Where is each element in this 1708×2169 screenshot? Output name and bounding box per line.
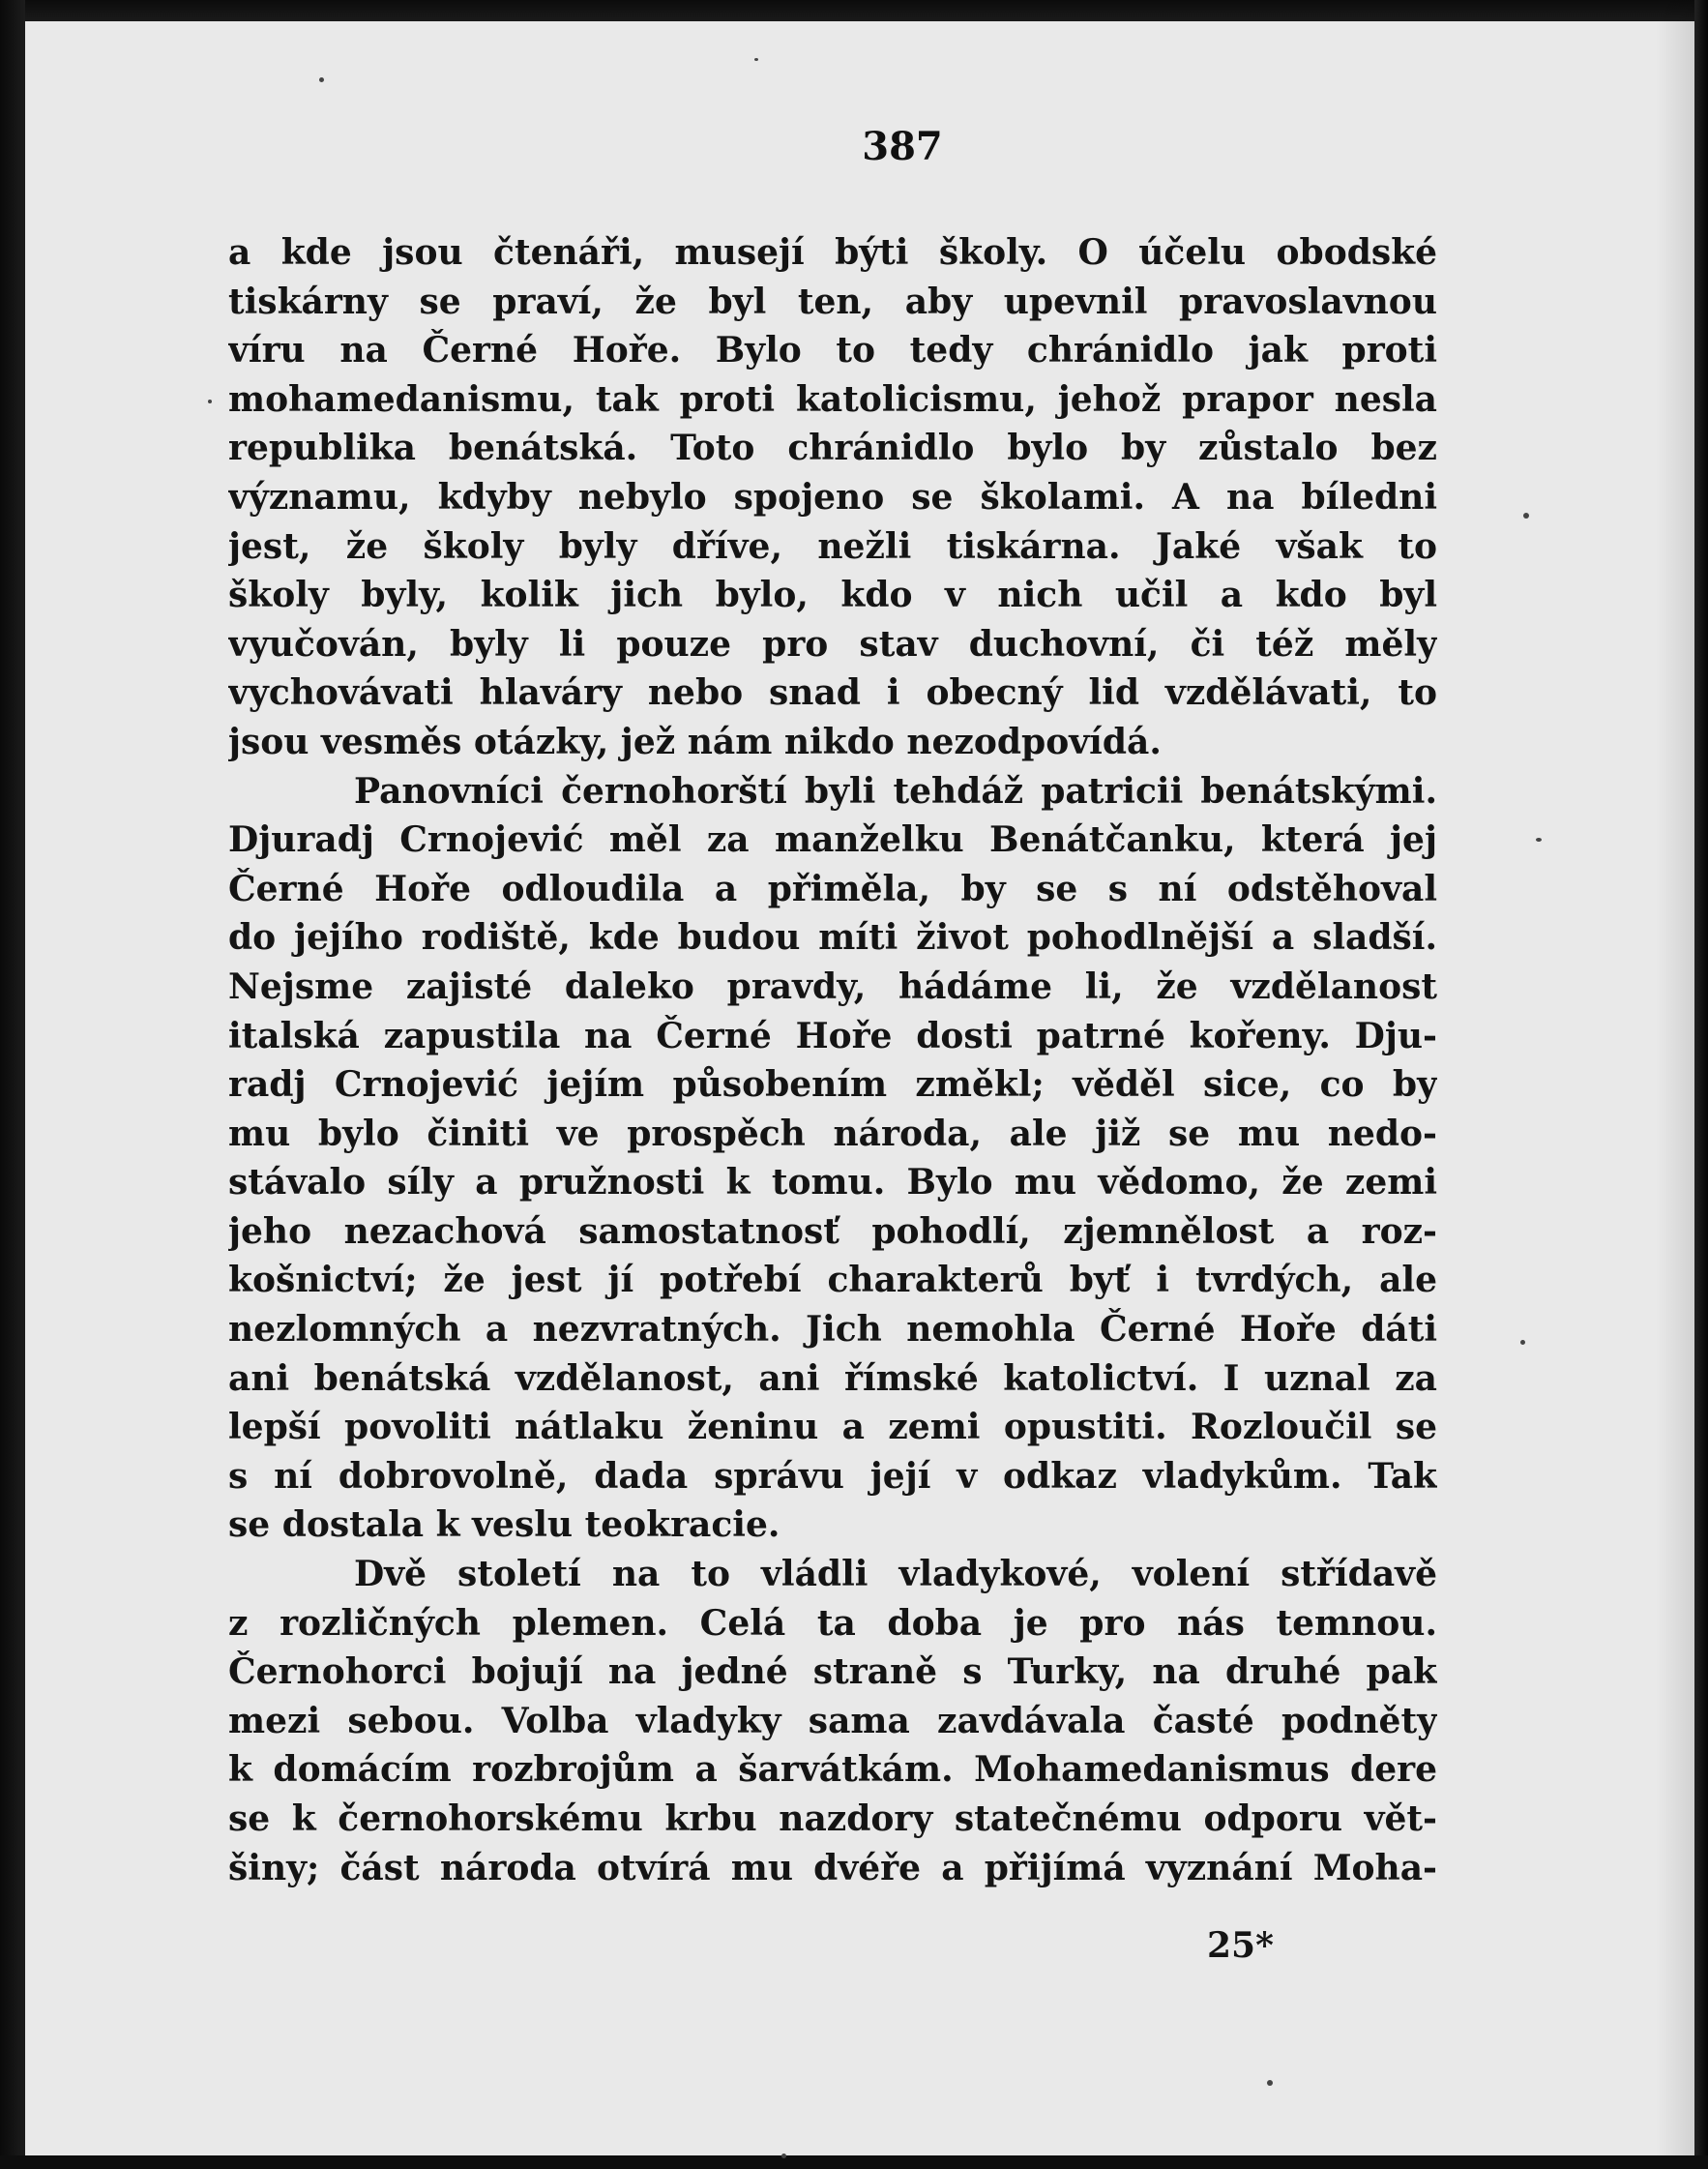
- paragraph-start-line: Dvě století na to vládli vladykové, volení střídavě: [354, 1554, 1437, 1595]
- text-line: italská zapustila na Černé Hoře dosti patrné kořeny. Dju-: [228, 1015, 1437, 1056]
- text-line: jeho nezachová samostatnosť pohodlí, zjemnělost a roz-: [228, 1210, 1437, 1252]
- text-line: s ní dobrovolně, dada správu její v odkaz vladykům. Tak: [228, 1455, 1437, 1497]
- dust-speck: [1536, 838, 1542, 842]
- text-line: tiskárny se praví, že byl ten, aby upevnil pravoslavnou: [228, 281, 1437, 322]
- text-line: Nejsme zajisté daleko pravdy, hádáme li, že vzdělanost: [228, 966, 1437, 1007]
- scan-border-right: [1694, 0, 1708, 2169]
- dust-speck: [208, 400, 212, 403]
- scan-border-bottom: [0, 2155, 1708, 2169]
- page-gutter-shadow: [1656, 0, 1694, 2169]
- text-line: k domácím rozbrojům a šarvátkám. Mohamedanismus dere: [228, 1749, 1437, 1791]
- text-line: mohamedanismu, tak proti katolicismu, jehož prapor nesla: [228, 378, 1437, 420]
- printer-signature-mark: 25*: [1207, 1925, 1274, 1966]
- dust-speck: [1523, 513, 1529, 519]
- text-line: radj Crnojević jejím působením změkl; věděl sice, co by: [228, 1064, 1437, 1106]
- text-line: jest, že školy byly dříve, nežli tiskárna. Jaké však to: [228, 525, 1437, 567]
- text-line: republika benátská. Toto chránidlo bylo by zůstalo bez: [228, 428, 1437, 469]
- text-line: mu bylo činiti ve prospěch národa, ale již se mu nedo-: [228, 1113, 1437, 1154]
- dust-speck: [1267, 2080, 1273, 2086]
- text-line: Černé Hoře odloudila a přiměla, by se s ní odstěhoval: [228, 868, 1437, 909]
- dust-speck: [319, 77, 324, 82]
- dust-speck: [1520, 1340, 1525, 1345]
- text-line: košnictví; že jest jí potřebí charakterů byť i tvrdých, ale: [228, 1260, 1437, 1301]
- page-number: 387: [862, 124, 943, 169]
- text-line: šiny; část národa otvírá mu dvéře a přijímá vyznání Moha-: [228, 1847, 1437, 1888]
- scan-border-left: [0, 0, 25, 2169]
- text-line: stávalo síly a pružnosti k tomu. Bylo mu vědomo, že zemi: [228, 1162, 1437, 1203]
- text-line: nezlomných a nezvratných. Jich nemohla Černé Hoře dáti: [228, 1309, 1437, 1351]
- paragraph-start-line: Panovníci černohorští byli tehdáž patricii benátskými.: [354, 770, 1437, 812]
- text-line: mezi sebou. Volba vladyky sama zavdávala časté podněty: [228, 1700, 1437, 1741]
- text-line: Černohorci bojují na jedné straně s Turky, na druhé pak: [228, 1651, 1437, 1693]
- dust-speck: [754, 58, 758, 61]
- text-line: vychovávati hlaváry nebo snad i obecný lid vzdělávati, to: [228, 672, 1437, 714]
- paragraph-end-line: se dostala k veslu teokracie.: [228, 1504, 780, 1546]
- text-line: z rozličných plemen. Celá ta doba je pro nás temnou.: [228, 1602, 1437, 1644]
- scan-border-top: [0, 0, 1708, 21]
- text-line: školy byly, kolik jich bylo, kdo v nich učil a kdo byl: [228, 575, 1437, 616]
- text-line: se k černohorskému krbu nazdory statečnému odporu vět-: [228, 1798, 1437, 1839]
- text-line: do jejího rodiště, kde budou míti život pohodlnější a sladší.: [228, 917, 1437, 959]
- text-line: ani benátská vzdělanost, ani římské katolictví. I uznal za: [228, 1357, 1437, 1399]
- text-line: významu, kdyby nebylo spojeno se školami. A na bíledni: [228, 476, 1437, 518]
- paragraph-end-line: jsou vesměs otázky, jež nám nikdo nezodpovídá.: [228, 721, 1162, 762]
- text-line: vyučován, byly li pouze pro stav duchovní, či též měly: [228, 623, 1437, 665]
- dust-speck: [781, 2154, 786, 2158]
- text-line: a kde jsou čtenáři, musejí býti školy. O účelu obodské: [228, 232, 1437, 273]
- text-line: Djuradj Crnojević měl za manželku Benátčanku, která jej: [228, 819, 1437, 861]
- text-line: víru na Černé Hoře. Bylo to tedy chránidlo jak proti: [228, 330, 1437, 371]
- text-line: lepší povoliti nátlaku ženinu a zemi opustiti. Rozloučil se: [228, 1407, 1437, 1448]
- body-text: [228, 228, 1437, 1892]
